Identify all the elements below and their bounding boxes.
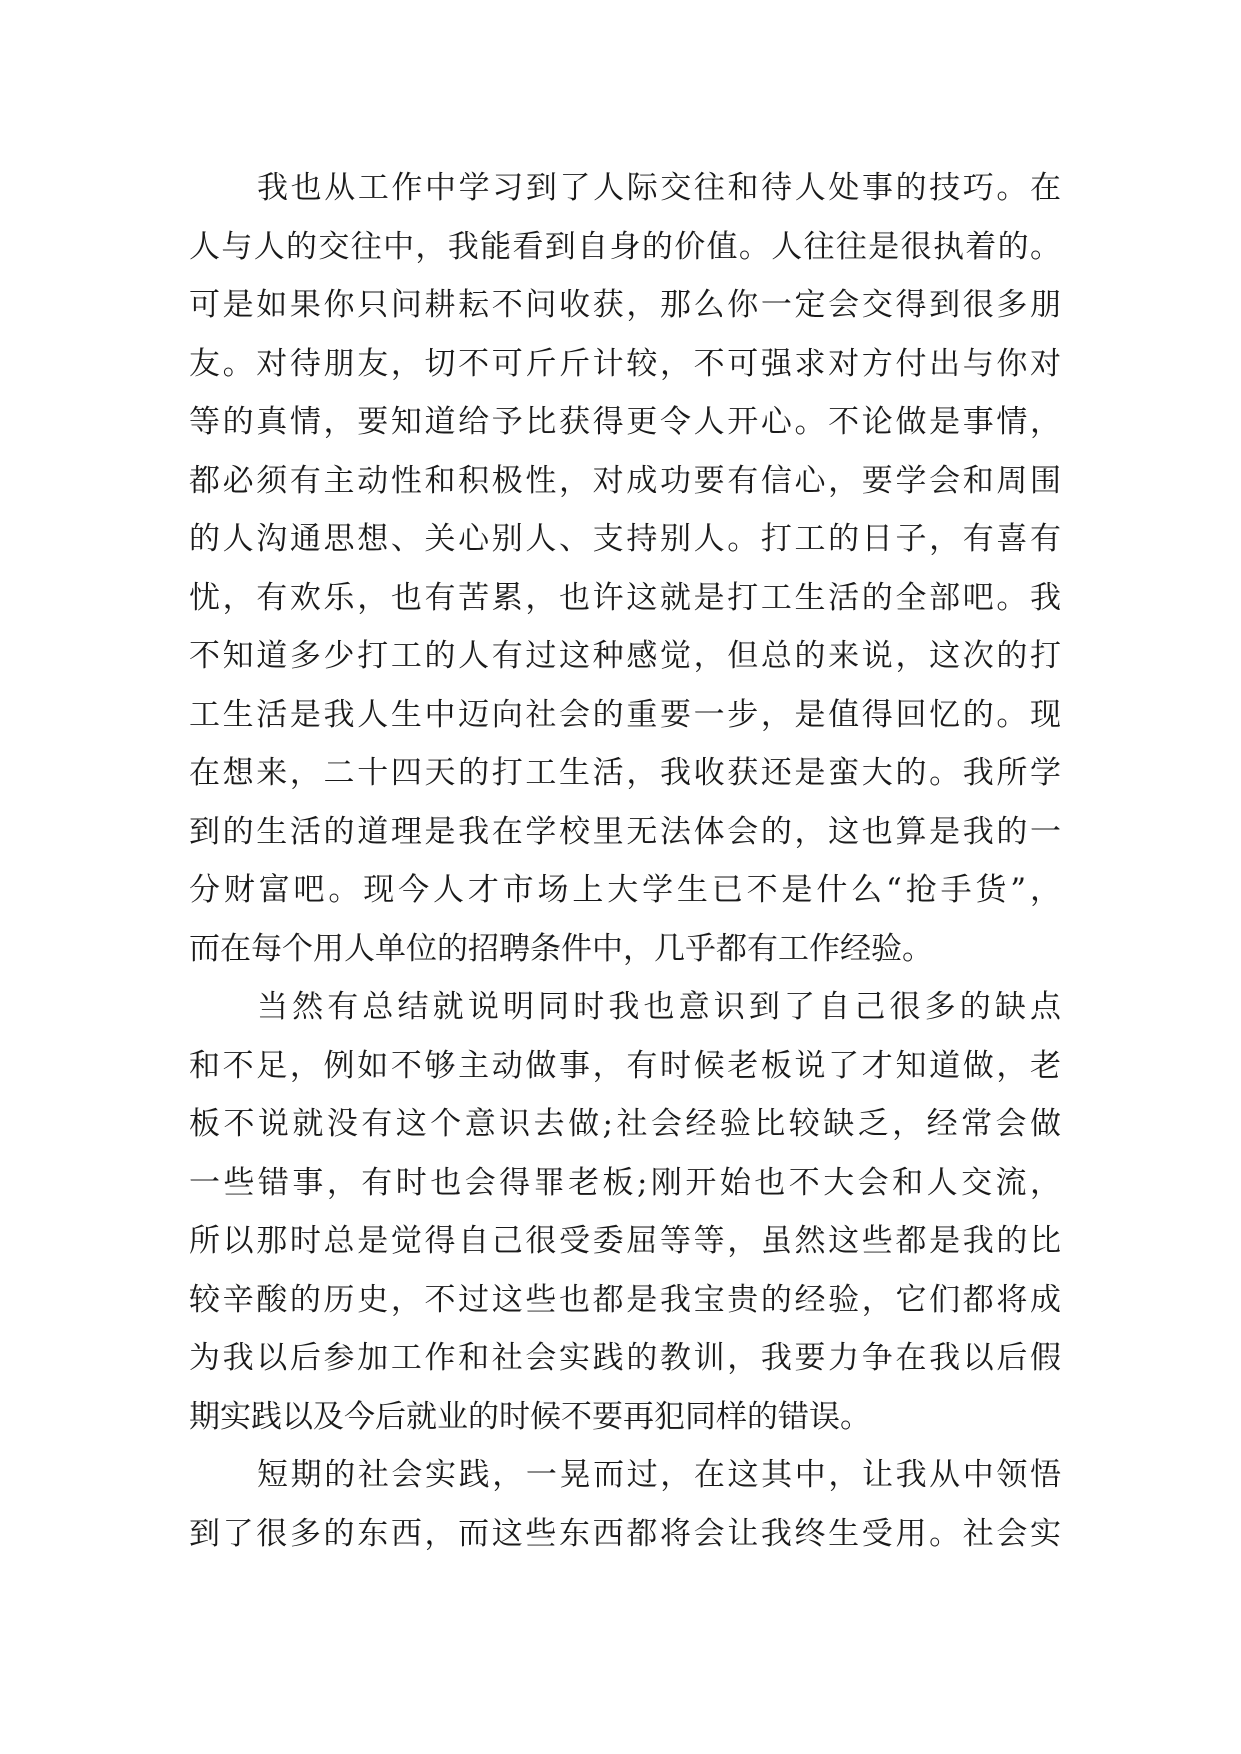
document-body <box>189 159 1061 1563</box>
paragraph-line: 友。对待朋友，切不可斤斤计较，不可强求对方付出与你对 <box>189 345 1061 382</box>
paragraph-line: 一些错事，有时也会得罪老板;刚开始也不大会和人交流， <box>189 1164 1061 1201</box>
paragraph-line: 到了很多的东西，而这些东西都将会让我终生受用。社会实 <box>189 1515 1061 1552</box>
paragraph-line: 为我以后参加工作和社会实践的教训，我要力争在我以后假 <box>189 1340 1061 1376</box>
paragraph-line: 的人沟通思想、关心别人、支持别人。打工的日子，有喜有 <box>189 521 1061 557</box>
paragraph-line: 我也从工作中学习到了人际交往和待人处事的技巧。在 <box>257 170 1061 206</box>
paragraph-line: 人与人的交往中，我能看到自身的价值。人往往是很执着的。 <box>189 228 1061 265</box>
paragraph-line: 和不足，例如不够主动做事，有时候老板说了才知道做，老 <box>189 1047 1061 1084</box>
paragraph-line: 而在每个用人单位的招聘条件中，几乎都有工作经验。 <box>189 930 933 967</box>
paragraph-line: 不知道多少打工的人有过这种感觉，但总的来说，这次的打 <box>189 638 1061 674</box>
paragraph-line: 当然有总结就说明同时我也意识到了自己很多的缺点 <box>257 989 1061 1025</box>
paragraph-1 <box>189 159 1061 978</box>
paragraph-line: 忧，有欢乐，也有苦累，也许这就是打工生活的全部吧。我 <box>189 579 1061 616</box>
paragraph-line: 工生活是我人生中迈向社会的重要一步，是值得回忆的。现 <box>189 696 1061 733</box>
paragraph-line: 所以那时总是觉得自己很受委屈等等，虽然这些都是我的比 <box>189 1223 1061 1259</box>
paragraph-line: 短期的社会实践，一晃而过，在这其中，让我从中领悟 <box>257 1457 1061 1493</box>
paragraph-line: 都必须有主动性和积极性，对成功要有信心，要学会和周围 <box>189 462 1061 499</box>
paragraph-2 <box>189 978 1061 1446</box>
paragraph-line: 可是如果你只问耕耘不问收获，那么你一定会交得到很多朋 <box>189 287 1061 323</box>
paragraph-line: 等的真情，要知道给予比获得更令人开心。不论做是事情， <box>189 404 1061 440</box>
paragraph-line: 期实践以及今后就业的时候不要再犯同样的错误。 <box>189 1398 871 1435</box>
paragraph-line: 板不说就没有这个意识去做;社会经验比较缺乏，经常会做 <box>189 1106 1061 1142</box>
paragraph-line: 分财富吧。现今人才市场上大学生已不是什么“抢手货”， <box>189 872 1061 908</box>
paragraph-line: 到的生活的道理是我在学校里无法体会的，这也算是我的一 <box>189 813 1061 850</box>
paragraph-line: 在想来，二十四天的打工生活，我收获还是蛮大的。我所学 <box>189 755 1061 791</box>
paragraph-line: 较辛酸的历史，不过这些也都是我宝贵的经验，它们都将成 <box>189 1281 1061 1318</box>
paragraph-3 <box>189 1446 1061 1563</box>
